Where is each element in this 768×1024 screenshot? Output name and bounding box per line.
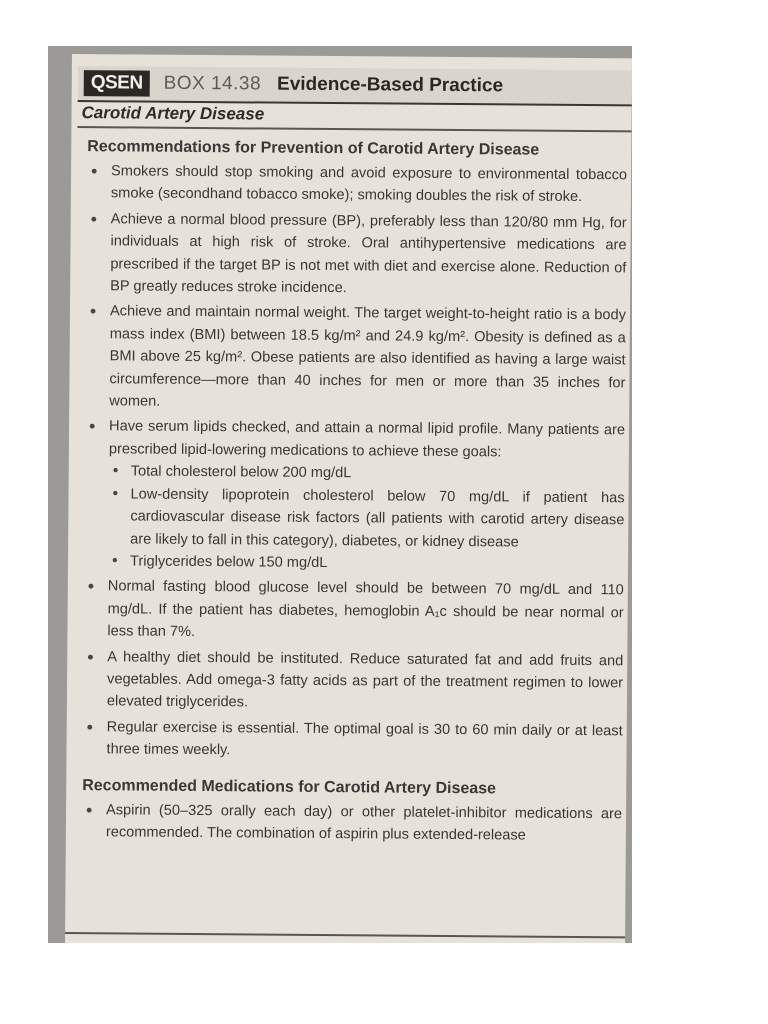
sub-list-item: • Total cholesterol below 200 mg/dL — [109, 461, 625, 487]
list-item: • Normal fasting blood glucose level should be between 70 mg/dL and 110 mg/dL. If the patient has diabetes, hemoglobin A₁c should be near normal or less than 7%. — [83, 575, 624, 646]
box-type: Evidence-Based Practice — [276, 73, 504, 97]
qsen-badge: QSEN — [84, 70, 150, 97]
list-item: • Smokers should stop smoking and avoid exposure to environmental tobacco smoke (secondhand tobacco smoke); smoking doubles the risk of stroke. — [87, 160, 627, 209]
list-item-text: Have serum lipids checked, and attain a normal lipid profile. Many patients are prescribed lipid-lowering medications to achieve these goals: — [108, 418, 626, 461]
list-item: • Regular exercise is essential. The optimal goal is 30 to 60 min daily or at least three times weekly. — [82, 716, 622, 765]
list-item: • A healthy diet should be instituted. Reduce saturated fat and add fruits and vegetables. Add omega-3 fatty acids as part of the treatment regimen to lower elevated triglycerides. — [83, 646, 624, 717]
lipid-goals-list — [108, 461, 625, 577]
box-number: BOX 14.38 — [163, 72, 262, 95]
sub-list-item: • Triglycerides below 150 mg/dL — [108, 550, 624, 576]
list-item: • Aspirin (50–325 orally each day) or other platelet-inhibitor medications are recommended. The combination of aspirin plus extended-release — [82, 799, 622, 848]
box-title: Carotid Artery Disease — [81, 103, 265, 124]
prevention-heading: Recommendations for Prevention of Carotid Artery Disease — [87, 138, 540, 159]
document-photo — [48, 46, 632, 943]
box-content — [82, 134, 628, 851]
divider — [77, 126, 631, 132]
divider — [65, 932, 625, 938]
textbook-page — [65, 54, 632, 943]
list-item: • Achieve and maintain normal weight. The target weight-to-height ratio is a body mass index (BMI) between 18.5 kg/m² and 24.9 kg/m². Obesity is defined as a BMI above 25 kg/m². Obese patients are also identified as having a large waist circumference—more than 40 inches for men or more than 35 inches for women. — [85, 301, 626, 417]
medications-list — [82, 799, 622, 848]
sub-list-item: • Low-density lipoprotein cholesterol below 70 mg/dL if patient has cardiovascular disease risk factors (all patients with carotid artery disease are likely to fall in this category), diabetes, or kidney disease — [108, 483, 625, 554]
box-header — [78, 66, 632, 106]
medications-heading: Recommended Medications for Carotid Artery Disease — [82, 776, 497, 797]
prevention-list — [82, 160, 627, 765]
medications-section — [82, 777, 623, 848]
list-item: • Achieve a normal blood pressure (BP), preferably less than 120/80 mm Hg, for individuals at high risk of stroke. Oral antihypertensive medications are prescribed if the target BP is not met with diet and exercise alone. Reduction of BP greatly reduces stroke incidence. — [86, 208, 627, 302]
list-item-lipids — [84, 416, 625, 577]
